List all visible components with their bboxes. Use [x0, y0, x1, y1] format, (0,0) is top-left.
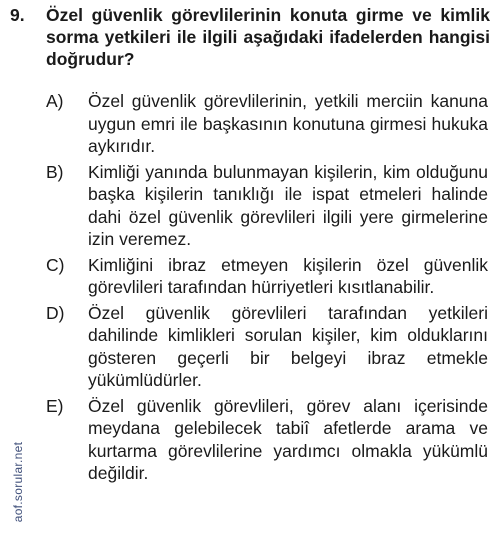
option-letter: B): [46, 161, 64, 182]
option-d[interactable]: [46, 302, 488, 392]
options-list: [46, 90, 488, 488]
option-letter: C): [46, 254, 65, 275]
option-a[interactable]: [46, 90, 488, 158]
option-text: Özel güvenlik görevlileri tarafından yetkileri dahilinde kimlikleri sorulan kişiler, kim olduklarını gösteren geçerli bir belgeyi ibraz etmekle yükümlüdürler.: [88, 302, 488, 390]
option-letter: E): [46, 395, 64, 416]
option-c[interactable]: [46, 254, 488, 299]
question: [10, 4, 490, 70]
option-e[interactable]: [46, 395, 488, 485]
option-b[interactable]: [46, 161, 488, 251]
option-letter: D): [46, 302, 65, 323]
question-number: 9.: [10, 5, 25, 25]
option-text: Kimliğini ibraz etmeyen kişilerin özel güvenlik görevlileri tarafından hürriyetleri kısıtlanabilir.: [88, 254, 488, 297]
option-text: Özel güvenlik görevlileri, görev alanı içerisinde meydana gelebilecek tabiî afetlerde arama ve kurtarma görevlilerine yardımcı olmakla yükümlü değildir.: [88, 395, 488, 483]
option-text: Özel güvenlik görevlilerinin, yetkili merciin kanuna uygun emri ile başkasının konutuna girmesi hukuka aykırıdır.: [88, 91, 488, 156]
option-letter: A): [46, 91, 64, 111]
question-text: Özel güvenlik görevlilerinin konuta girme ve kimlik sorma yetkileri ile ilgili aşağıdaki ifadelerden hangisi doğrudur?: [46, 5, 490, 69]
option-text: Kimliği yanında bulunmayan kişilerin, kim olduğunu başka kişilerin tanıklığı ile ispat etmeleri halinde dahi özel güvenlik görevlileri ilgili yere girmelerine izin veremez.: [88, 161, 488, 249]
site-watermark: aof.sorular.net: [11, 441, 25, 523]
